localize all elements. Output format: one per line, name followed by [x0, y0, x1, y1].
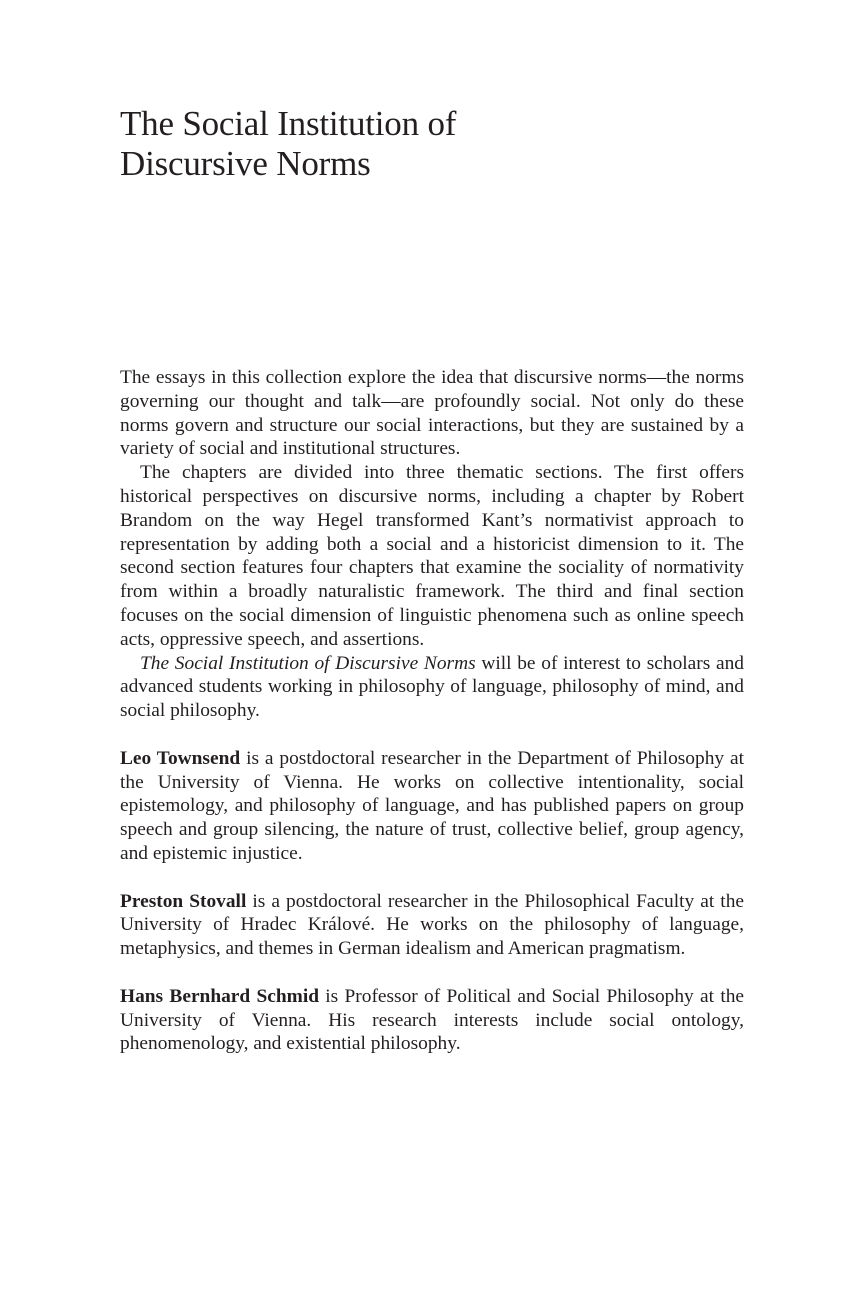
bio-hans-bernhard-schmid [120, 985, 744, 1056]
bio-text: is a postdoctoral researcher in the Philosophical Faculty at the University of Hradec Králové. He works on the philosophy of language, metaphysics, and themes in German idealism and American pragmatism. [120, 890, 744, 960]
book-title-line-2: Discursive Norms [120, 144, 371, 183]
spacer [120, 866, 744, 890]
bio-name: Leo Townsend [120, 747, 241, 769]
bio-text: is a postdoctoral researcher in the Department of Philosophy at the University of Vienna. He works on collective intentionality, social epistemology, and philosophy of language, and has published papers on group speech and group silencing, the nature of trust, collective belief, group agency, and epistemic injustice. [120, 747, 744, 864]
description-paragraph-1: The essays in this collection explore the idea that discursive norms—the norms governing our thought and talk—are profoundly social. Not only do these norms govern and structure our social interactions, but they are sustained by a variety of social and institutional structures. [120, 367, 744, 460]
description-paragraph-3 [120, 652, 744, 723]
bio-preston-stovall [120, 890, 744, 961]
description-block [120, 366, 744, 1056]
spacer [120, 723, 744, 747]
book-title-line-1: The Social Institution of [120, 104, 457, 143]
bio-name: Preston Stovall [120, 890, 247, 912]
bio-text: is Professor of Political and Social Philosophy at the University of Vienna. His research interests include social ontology, phenomenology, and existential philosophy. [120, 985, 745, 1055]
bio-leo-townsend [120, 747, 744, 866]
description-paragraph-2: The chapters are divided into three thematic sections. The first offers historical perspectives on discursive norms, including a chapter by Robert Brandom on the way Hegel transformed Kant’s normativist approach to representation by adding both a social and a historicist dimension to it. The second section features four chapters that examine the sociality of normativity from within a broadly naturalistic framework. The third and final section focuses on the social dimension of linguistic phenomena such as online speech acts, oppressive speech, and assertions. [120, 462, 744, 650]
book-title-reference: The Social Institution of Discursive Norms [140, 652, 476, 674]
bio-name: Hans Bernhard Schmid [120, 985, 319, 1007]
book-title [120, 104, 760, 184]
description-paragraph-3-text: will be of interest to scholars and advanced students working in philosophy of language, philosophy of mind, and social philosophy. [120, 652, 744, 722]
spacer [120, 961, 744, 985]
